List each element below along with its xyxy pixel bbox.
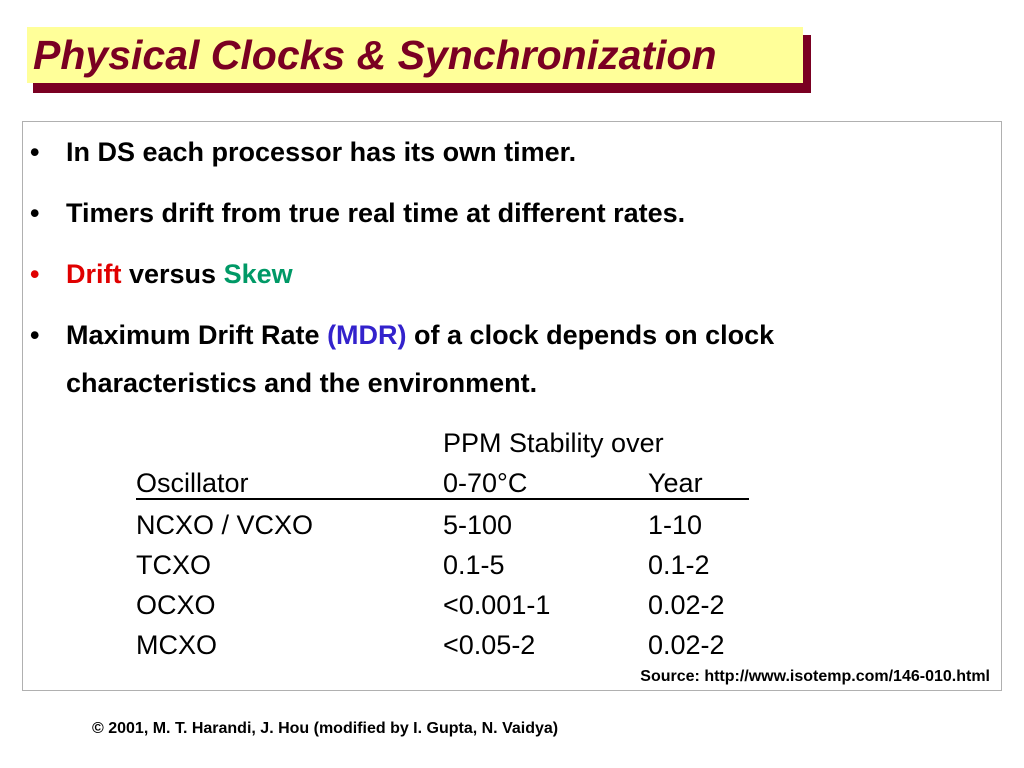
- table-cell-year: 1-10: [648, 510, 703, 540]
- bullet-4-pre: Maximum Drift Rate: [66, 320, 328, 350]
- table-cell-year: 0.1-2: [648, 550, 710, 580]
- table-header-year: Year: [648, 468, 703, 498]
- table-cell-year: 0.02-2: [648, 630, 725, 660]
- versus-text: versus: [121, 259, 224, 289]
- bullet-4-line2: characteristics and the environment.: [66, 368, 538, 398]
- drift-term: Drift: [66, 259, 122, 289]
- title-banner: [27, 27, 803, 83]
- table-header-temp: 0-70°C: [443, 468, 528, 498]
- bullet-4-post: of a clock depends on clock: [406, 320, 775, 350]
- table-group-header: PPM Stability over: [443, 428, 664, 458]
- slide-title: Physical Clocks & Synchronization: [33, 32, 717, 78]
- bullet-1-text: In DS each processor has its own timer.: [66, 137, 577, 167]
- source-citation: Source: http://www.isotemp.com/146-010.html: [640, 668, 990, 685]
- bullet-dot: •: [30, 198, 40, 228]
- bullet-3-text: [66, 250, 293, 298]
- copyright-footer: © 2001, M. T. Harandi, J. Hou (modified by I. Gupta, N. Vaidya): [92, 720, 559, 737]
- table-cell-temp: 5-100: [443, 510, 513, 540]
- bullet-dot: •: [30, 137, 40, 167]
- table-cell-oscillator: OCXO: [136, 590, 216, 620]
- table-cell-oscillator: MCXO: [136, 630, 217, 660]
- table-cell-temp: <0.001-1: [443, 590, 551, 620]
- table-cell-temp: 0.1-5: [443, 550, 505, 580]
- table-header-underline: [136, 498, 749, 500]
- table-header-oscillator: Oscillator: [136, 468, 249, 498]
- table-cell-oscillator: TCXO: [136, 550, 212, 580]
- mdr-term: (MDR): [327, 320, 407, 350]
- bullet-4-text: [66, 311, 774, 359]
- bullet-2-text: Timers drift from true real time at different rates.: [66, 198, 686, 228]
- bullet-dot: •: [30, 320, 40, 350]
- bullet-dot: •: [30, 259, 40, 289]
- table-cell-temp: <0.05-2: [443, 630, 536, 660]
- table-cell-oscillator: NCXO / VCXO: [136, 510, 314, 540]
- skew-term: Skew: [223, 259, 293, 289]
- table-cell-year: 0.02-2: [648, 590, 725, 620]
